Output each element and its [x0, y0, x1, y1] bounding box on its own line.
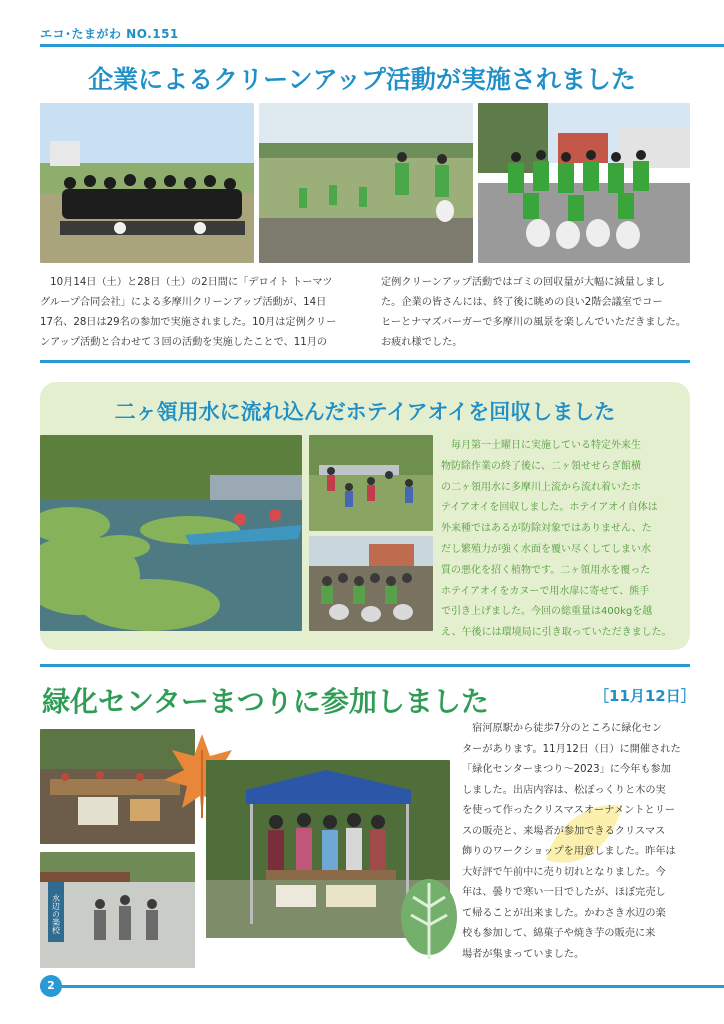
section1-title: 企業によるクリーンアップ活動が実施されました: [88, 65, 636, 94]
sign-text: 水辺の楽校: [51, 894, 61, 934]
text-line: しました。出店内容は、松ぼっくりと木の実: [462, 784, 666, 796]
text-line: を使って作ったクリスマスオーナメントとリー: [462, 805, 676, 816]
text-line: テイアオイを回収しました。ホテイアオイ自体は: [441, 502, 658, 514]
section3-rule: [40, 664, 690, 667]
cleanup-group-photo-1: [40, 103, 254, 263]
text-line: グループ合同会社」による多摩川クリーンアップ活動が、14日: [40, 297, 327, 308]
cleanup-riverbank-photo: [259, 103, 473, 263]
header-rule: [40, 44, 724, 47]
section3-text: [462, 719, 694, 965]
text-line: 大好評で午前中に売り切れとなりました。今: [462, 866, 666, 878]
footer-rule: [40, 985, 724, 988]
text-line: 定例クリーンアップ活動ではゴミの回収量が大幅に減量しまし: [381, 277, 666, 288]
text-line: 年は、曇りで寒い一日でしたが、ほぼ完売し: [462, 887, 666, 898]
text-line: 宿河原駅から徒歩7分のところに緑化セン: [462, 723, 663, 734]
section1-rule: [40, 360, 690, 363]
text-line: 「緑化センターまつり～2023」に今年も参加: [462, 764, 671, 775]
text-line: 外来種ではあるが防除対象ではありません、た: [441, 523, 652, 535]
volunteers-group-photo: [309, 536, 433, 631]
text-line: え、午後には環境局に引き取っていただきました。: [441, 627, 672, 639]
water-hyacinth-canoe-photo: [40, 435, 302, 631]
page-number: 2: [40, 975, 62, 997]
section2-text: [441, 436, 687, 644]
text-line: スの販売と、来場者が参加できるクリスマス: [462, 825, 666, 837]
section2-title: 二ヶ領用水に流れ込んだホテイアオイを回収しました: [114, 400, 616, 424]
text-line: 物防除作業の終了後に、二ヶ領せせらぎ館横: [441, 460, 641, 472]
section1-right-text: [381, 273, 693, 353]
text-line: て帰ることが出来ました。かわさき水辺の楽: [462, 907, 666, 919]
text-line: ホテイアオイをカヌーで用水扉に寄せて、熊手: [441, 585, 650, 597]
text-line: 毎月第一土曜日に実施している特定外来生: [441, 440, 641, 451]
text-line: 場者が集まっていました。: [462, 948, 585, 960]
text-line: ヒーとナマズバーガーで多摩川の風景を楽しんでいただきました。: [381, 317, 687, 328]
series-label: エコ･たまがわ NO.151: [40, 27, 179, 41]
section3-date: ［11月12日］: [594, 687, 696, 705]
text-line: で引き上げました。今回の総重量は400kgを越: [441, 606, 653, 618]
cleanup-group-photo-2: [478, 103, 690, 263]
text-line: 質の悪化を招く植物です。二ヶ領用水を覆った: [441, 564, 651, 576]
text-line: 17名、28日は29名の参加で実施されました。10月は定例クリー: [40, 317, 337, 328]
text-line: お疲れ様でした。: [381, 337, 463, 348]
festival-visitors-photo: [40, 852, 195, 968]
volunteers-field-photo: [309, 435, 433, 531]
text-line: だし繁殖力が強く水面を覆い尽くしてしまい水: [441, 543, 651, 555]
text-line: ターがあります。11月12日（日）に開催された: [462, 743, 681, 755]
text-line: ンアップ活動と合わせて３回の活動を実施したことで、11月の: [40, 337, 328, 348]
section1-left-text: [40, 273, 366, 353]
text-line: 飾りのワークショップを用意しました。昨年は: [462, 846, 676, 857]
text-line: 校も参加して、綿菓子や焼き芋の販売に来: [462, 928, 656, 939]
text-line: の二ヶ領用水に多摩川上流から流れ着いたホ: [441, 481, 641, 493]
text-line: た。企業の皆さんには、終了後に眺めの良い2階会議室でコー: [381, 297, 663, 308]
section3-title: 緑化センターまつりに参加しました: [42, 685, 489, 718]
green-leaf-decoration: [395, 873, 465, 967]
text-line: 10月14日（土）と28日（土）の2日間に「デロイト トーマツ: [40, 277, 333, 288]
